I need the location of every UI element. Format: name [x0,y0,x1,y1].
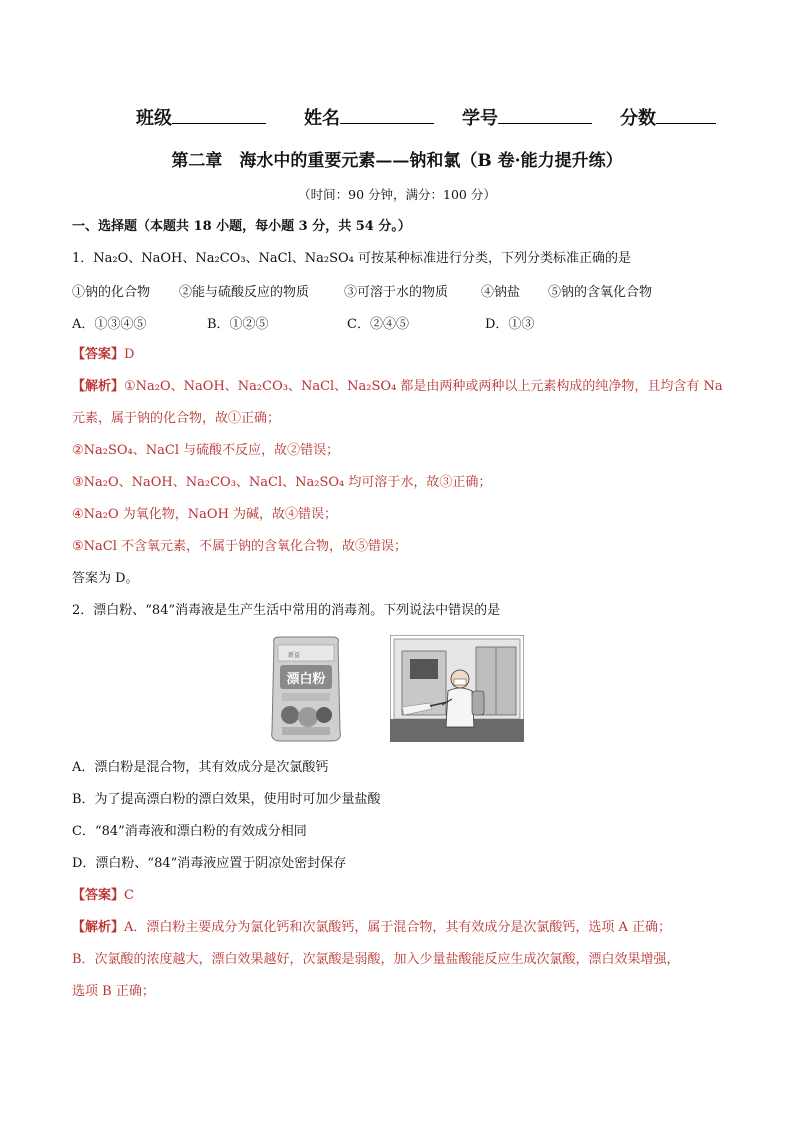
q1-criterion-4: ④钠盐 [481,285,521,300]
class-blank [172,105,266,124]
class-label: 班级 [136,108,172,129]
q1-option-a: A．①③④⑤ [72,317,147,332]
q1-analysis-line-2: 元素，属于钠的化合物，故①正确； [72,411,281,426]
disinfection-worker-icon [390,635,524,742]
q1-analysis-label: 【解析】 [72,379,125,394]
q1-criterion-1: ①钠的化合物 [72,285,151,300]
disinfection-scene-image [390,635,524,742]
q1-option-d: D．①③ [485,317,535,332]
q2-answer-label: 【答案】 [72,888,125,903]
bleach-bag-label: 漂白粉 [286,672,326,687]
q1-criterion-2: ②能与硫酸反应的物质 [179,285,310,300]
q1-stem: 1．Na₂O、NaOH、Na₂CO₃、NaCl、Na₂SO₄ 可按某种标准进行分类，下列分类标准正确的是 [72,251,632,266]
class-field [136,104,266,130]
q2-analysis-line-3: 选项 B 正确； [72,984,155,999]
name-blank [340,105,434,124]
q2-option-b: B．为了提高漂白粉的漂白效果，使用时可加少量盐酸 [72,792,381,807]
score-field [620,104,716,130]
q2-analysis-line-2: B．次氯酸的浓度越大，漂白效果越好，次氯酸是弱酸，加入少量盐酸能反应生成次氯酸，漂白效果增强， [72,952,680,967]
q1-analysis-line-6: ⑤NaCl 不含氧元素，不属于钠的含氧化合物，故⑤错误； [72,539,408,554]
q1-analysis-line-5: ④Na₂O 为氧化物，NaOH 为碱，故④错误； [72,507,338,522]
id-field [462,104,592,130]
id-label: 学号 [462,108,498,129]
q1-option-b: B．①②⑤ [207,317,269,332]
bleach-bag-image [268,635,344,745]
q1-answer-label: 【答案】 [72,347,125,362]
q1-conclusion: 答案为 D。 [72,571,139,586]
bleach-bag-icon [268,635,344,745]
q2-analysis-label: 【解析】 [72,920,125,935]
q1-analysis-line-1 [72,377,723,397]
q1-answer [72,345,134,365]
q1-option-c: C．②④⑤ [347,317,409,332]
id-blank [498,105,592,124]
q1-analysis-line-3: ②Na₂SO₄、NaCl 与硫酸不反应，故②错误； [72,443,340,458]
q1-criterion-3: ③可溶于水的物质 [344,285,449,300]
q2-option-a: A．漂白粉是混合物，其有效成分是次氯酸钙 [72,760,329,775]
student-info-line [136,104,722,132]
q2-option-d: D．漂白粉、“84”消毒液应置于阴凉处密封保存 [72,856,347,871]
page-title: 第二章 海水中的重要元素——钠和氯（B 卷·能力提升练） [171,151,623,171]
q2-analysis-text-1: A．漂白粉主要成分为氯化钙和次氯酸钙，属于混合物，其有效成分是次氯酸钙，选项 A 正确； [124,920,672,935]
q1-analysis-line-4: ③Na₂O、NaOH、Na₂CO₃、NaCl、Na₂SO₄ 均可溶于水，故③正确； [72,475,492,490]
page-subtitle: （时间：90 分钟，满分：100 分） [298,187,496,202]
score-blank [656,105,716,124]
q2-stem: 2．漂白粉、“84”消毒液是生产生活中常用的消毒剂。下列说法中错误的是 [72,603,501,618]
bleach-bag-brand: 新益 [288,652,301,659]
q2-analysis-line-1 [72,918,671,938]
q2-option-c: C．“84”消毒液和漂白粉的有效成分相同 [72,824,307,839]
q1-analysis-text-1: ①Na₂O、NaOH、Na₂CO₃、NaCl、Na₂SO₄ 都是由两种或两种以上元素构成的纯净物，且均含有 Na [124,379,723,394]
name-field [304,104,434,130]
q1-criterion-5: ⑤钠的含氧化合物 [548,285,653,300]
q2-answer-value: C [124,888,134,903]
score-label: 分数 [620,108,656,129]
name-label: 姓名 [304,108,340,129]
section-heading: 一、选择题（本题共 18 小题，每小题 3 分，共 54 分。） [72,219,411,234]
q2-answer [72,886,134,906]
q1-answer-value: D [124,347,135,362]
